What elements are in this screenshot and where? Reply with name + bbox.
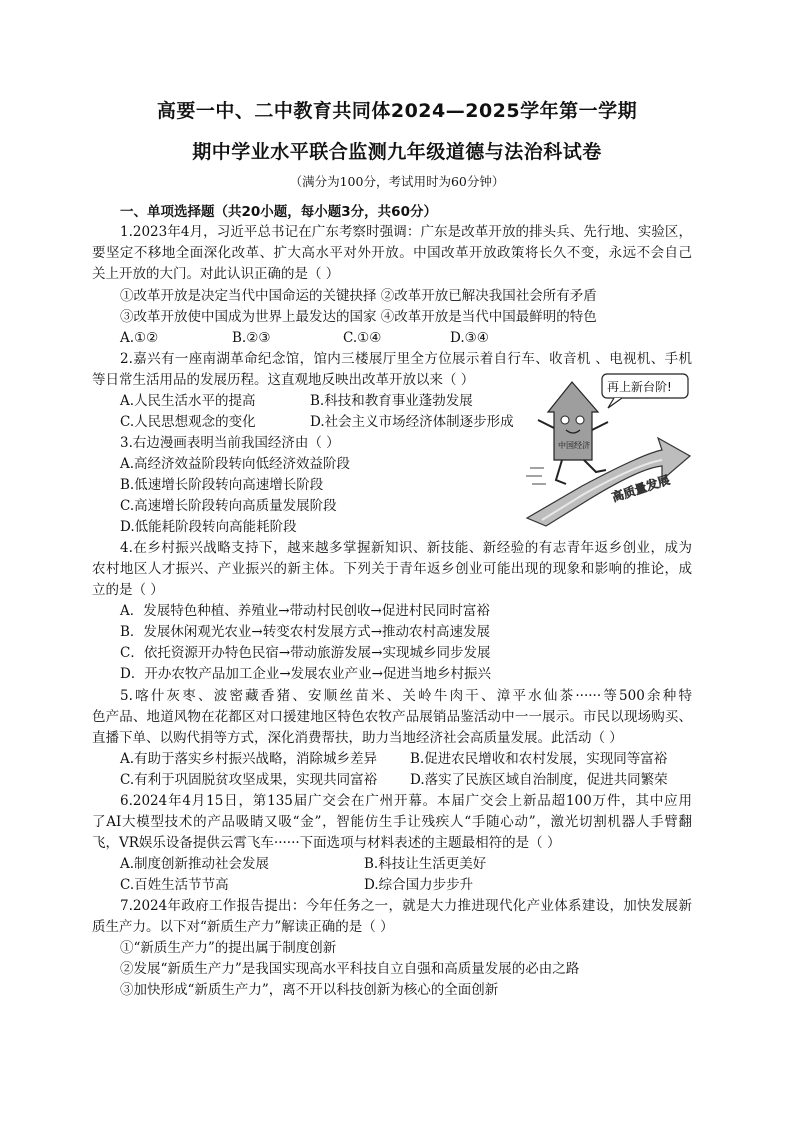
q7-stem-line1: 7.2024年政府工作报告提出：今年任务之一，就是大力推进现代化产业体系建设，加快发展新 [120, 898, 692, 914]
figure-arm-left [538, 420, 554, 428]
q2-option-c: C.人民思想观念的变化 [120, 414, 256, 430]
q5-stem-line1: 5.喀什灰枣、波密藏香猪、安顺丝苗米、关岭牛肉干、漳平水仙茶······等500余种特 [120, 688, 692, 704]
q5-stem-line3: 直播下单、以购代捐等方式，深化消费帮扶，助力当地经济社会高质量发展。此活动（ ） [92, 730, 623, 746]
q3-option-b: B.低速增长阶段转向高速增长阶段 [120, 477, 324, 493]
arrow-label: 高质量发展 [610, 472, 672, 505]
q7-statement-1: ①“新质生产力”的提出属于制度创新 [120, 940, 337, 956]
economy-cartoon [522, 368, 692, 528]
figure-label: 中国经济 [558, 441, 590, 450]
q4-option-d: D．开办农牧产品加工企业→发展农业产业→促进当地乡村振兴 [120, 666, 491, 682]
exam-note: （满分为100分，考试用时为60分钟） [289, 174, 505, 189]
q5-option-d: D.落实了民族区域自治制度，促进共同繁荣 [410, 772, 668, 788]
q4-option-b: B．发展休闲观光农业→转变农村发展方式→推动农村高速发展 [120, 624, 491, 640]
q2-option-b: B.科技和教育事业蓬勃发展 [310, 393, 473, 409]
q6-option-c: C.百姓生活节节高 [120, 877, 229, 893]
bubble-tail [608, 398, 622, 408]
q6-stem-line3: 飞，VR娱乐设备提供云霄飞车······下面选项与材料表述的主题最相符的是（ ） [92, 835, 561, 851]
q1-option-d: D.③④ [450, 330, 489, 346]
q5-stem-line2: 色产品、地道风物在花都区对口援建地区特色农牧产品展销品鉴活动中一一展示。市民以现场购买、 [92, 709, 692, 725]
q3-option-a: A.高经济效益阶段转向低经济效益阶段 [120, 456, 351, 472]
q5-option-b: B.促进农民增收和农村发展，实现同等富裕 [410, 751, 668, 767]
bubble-text: 再上新台阶! [607, 380, 672, 394]
motion-lines [526, 468, 546, 484]
q6-stem-line1: 6.2024年4月15日，第135届广交会在广州开幕。本届广交会上新品超100万件，其中应用 [120, 793, 692, 809]
q1-option-b: B.②③ [232, 330, 271, 346]
q4-stem-line2: 农村地区人才振兴、产业振兴的新主体。下列关于青年返乡创业可能出现的现象和影响的推论，成 [92, 561, 692, 577]
q6-option-b: B.科技让生活更美好 [364, 856, 487, 872]
q1-stem-line1: 1.2023年4月，习近平总书记在广东考察时强调：广东是改革开放的排头兵、先行地、实验区， [120, 224, 692, 240]
q1-option-c: C.①④ [343, 330, 382, 346]
q3-stem: 3.右边漫画表明当前我国经济由（ ） [120, 435, 340, 451]
q1-stem-line2: 要坚定不移地全面深化改革、扩大高水平对外开放。中国改革开放政策将长久不变，永远不会自己 [92, 245, 692, 261]
q7-statement-2: ②发展“新质生产力”是我国实现高水平科技自立自强和高质量发展的必由之路 [120, 961, 580, 977]
q2-stem-line2: 等日常生活用品的发展历程。这直观地反映出改革开放以来（ ） [92, 372, 475, 388]
q3-option-d: D.低能耗阶段转向高能耗阶段 [120, 519, 297, 535]
q1-statement-2: ③改革开放使中国成为世界上最发达的国家 ④改革开放是当代中国最鲜明的特色 [120, 309, 597, 325]
q6-option-d: D.综合国力步步升 [364, 877, 474, 893]
q1-option-a: A.①② [120, 330, 159, 346]
q6-option-a: A.制度创新推动社会发展 [120, 856, 270, 872]
figure-eye-left [561, 416, 569, 424]
q4-stem-line1: 4.在乡村振兴战略支持下，越来越多掌握新知识、新技能、新经验的有志青年返乡创业，成为 [120, 540, 692, 556]
q5-option-c: C.有利于巩固脱贫攻坚成果，实现共同富裕 [120, 772, 378, 788]
q6-stem-line2: 了AI大模型技术的产品吸睛又吸“金”，智能仿生手让残疾人“手随心动”，激光切割机器人手臂翻 [92, 814, 692, 830]
exam-title-line1: 高要一中、二中教育共同体2024—2025学年第一学期 [156, 100, 638, 122]
q7-statement-3: ③加快形成“新质生产力”，离不开以科技创新为核心的全面创新 [120, 982, 499, 998]
figure-leg-left [556, 460, 566, 484]
q4-option-a: A．发展特色种植、养殖业→带动村民创收→促进村民同时富裕 [120, 603, 490, 619]
q3-option-c: C.高速增长阶段转向高质量发展阶段 [120, 498, 337, 514]
figure-arm-right [592, 422, 608, 430]
figure-eye-right [576, 416, 584, 424]
q2-stem-line1: 2.嘉兴有一座南湖革命纪念馆，馆内三楼展厅里全方位展示着自行车、收音机 、电视机、手机 [120, 351, 692, 367]
q7-stem-line2: 质生产力。以下对“新质生产力”解读正确的是（ ） [92, 919, 394, 935]
exam-title-line2: 期中学业水平联合监测九年级道德与法治科试卷 [192, 141, 602, 163]
q1-statement-1: ①改革开放是决定当代中国命运的关键抉择 ②改革开放已解决我国社会所有矛盾 [120, 288, 597, 304]
q5-option-a: A.有助于落实乡村振兴战略，消除城乡差异 [120, 751, 378, 767]
section-heading: 一、单项选择题（共20小题，每小题3分，共60分） [120, 204, 437, 220]
q4-stem-line3: 立的是（ ） [92, 582, 164, 598]
q1-stem-line3: 关上开放的大门。对此认识正确的是（ ） [92, 266, 340, 282]
q4-option-c: C．依托资源开办特色民宿→带动旅游发展→实现城乡同步发展 [120, 645, 491, 661]
q2-option-d: D.社会主义市场经济体制逐步形成 [310, 414, 514, 430]
figure-leg-right [584, 460, 606, 472]
q2-option-a: A.人民生活水平的提高 [120, 393, 256, 409]
